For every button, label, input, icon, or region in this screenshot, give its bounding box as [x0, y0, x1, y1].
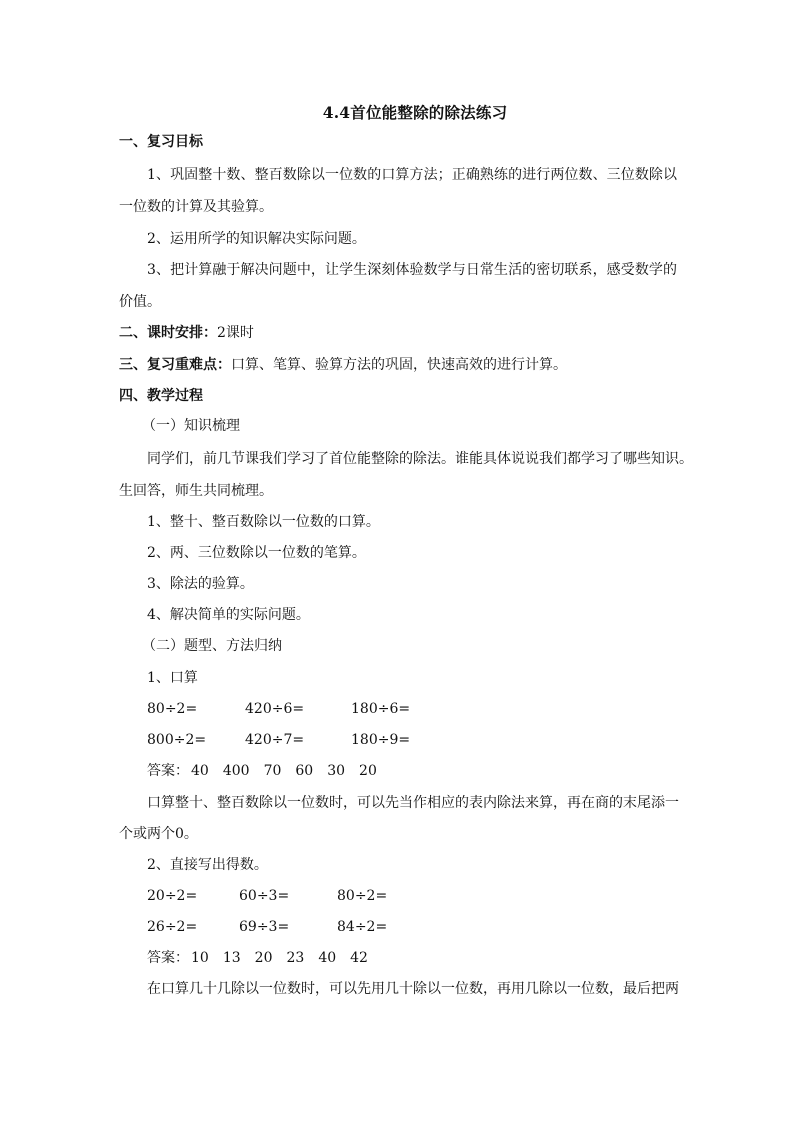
- question-1-title: 1、口算: [147, 670, 198, 686]
- subsection-knowledge-review: （一）知识梳理: [142, 418, 240, 434]
- answer-value: 400: [222, 763, 250, 779]
- answer-value: 70: [263, 763, 282, 779]
- goal-item-1-line-1: 1、巩固整十数、整百数除以一位数的口算方法；正确熟练的进行两位数、三位数除以: [147, 167, 677, 183]
- question-2-answers: [147, 948, 382, 968]
- expression: 60÷3=: [239, 888, 290, 904]
- page-title: 4.4首位能整除的除法练习: [322, 103, 508, 122]
- expression: 180÷9=: [351, 732, 411, 748]
- section-heading-key-points: 三、复习重难点：: [119, 357, 231, 373]
- answer-value: 40: [318, 950, 337, 966]
- answer-value: 13: [222, 950, 241, 966]
- section-heading-review-goals: 一、复习目标: [119, 134, 203, 150]
- knowledge-list-item-3: 3、除法的验算。: [147, 576, 254, 592]
- expression: 420÷7=: [245, 732, 305, 748]
- knowledge-list-item-1: 1、整十、整百数除以一位数的口算。: [147, 514, 380, 530]
- expression: 69÷3=: [239, 919, 290, 935]
- goal-item-3-line-1: 3、把计算融于解决问题中，让学生深刻体验数学与日常生活的密切联系，感受数学的: [147, 262, 677, 278]
- section-heading-schedule: 二、课时安排：: [119, 325, 217, 341]
- schedule-value: 2课时: [217, 325, 254, 341]
- answer-value: 30: [327, 763, 346, 779]
- knowledge-paragraph-line-2: 生回答，师生共同梳理。: [119, 483, 273, 499]
- knowledge-list-item-4: 4、解决简单的实际问题。: [147, 607, 310, 623]
- key-points-value: 口算、笔算、验算方法的巩固，快速高效的进行计算。: [231, 357, 567, 373]
- knowledge-list-item-2: 2、两、三位数除以一位数的笔算。: [147, 545, 366, 561]
- answer-value: 10: [191, 950, 209, 966]
- answer-value: 42: [350, 950, 368, 966]
- goal-item-2: 2、运用所学的知识解决实际问题。: [147, 231, 366, 247]
- question-2-title: 2、直接写出得数。: [147, 857, 268, 873]
- question-2-note-line-1: 在口算几十几除以一位数时，可以先用几十除以一位数，再用几除以一位数，最后把两: [147, 981, 679, 997]
- question-1-note-line-2: 个或两个0。: [119, 826, 198, 842]
- answer-value: 23: [286, 950, 305, 966]
- answer-label: 答案：: [147, 950, 189, 966]
- question-1-answers: [147, 761, 391, 781]
- question-1-note-line-1: 口算整十、整百数除以一位数时，可以先当作相应的表内除法来算，再在商的末尾添一: [147, 795, 679, 811]
- expression: 26÷2=: [147, 919, 198, 935]
- knowledge-paragraph-line-1: 同学们，前几节课我们学习了首位能整除的除法。谁能具体说说我们都学习了哪些知识。: [147, 451, 693, 467]
- section-heading-teaching-process: 四、教学过程: [119, 388, 203, 404]
- answer-value: 20: [254, 950, 273, 966]
- expression: 80÷2=: [147, 701, 198, 717]
- expression: 800÷2=: [147, 732, 207, 748]
- expression: 420÷6=: [245, 701, 305, 717]
- answer-value: 40: [191, 763, 209, 779]
- subsection-question-types: （二）题型、方法归纳: [142, 638, 282, 654]
- expression: 84÷2=: [337, 919, 388, 935]
- section-key-points: [119, 355, 567, 375]
- expression: 180÷6=: [351, 701, 411, 717]
- answer-value: 20: [359, 763, 377, 779]
- expression: 20÷2=: [147, 888, 198, 904]
- goal-item-3-line-2: 价值。: [119, 294, 161, 310]
- goal-item-1-line-2: 一位数的计算及其验算。: [119, 199, 273, 215]
- expression: 80÷2=: [337, 888, 388, 904]
- section-schedule: [119, 323, 254, 343]
- answer-value: 60: [295, 763, 314, 779]
- answer-label: 答案：: [147, 763, 189, 779]
